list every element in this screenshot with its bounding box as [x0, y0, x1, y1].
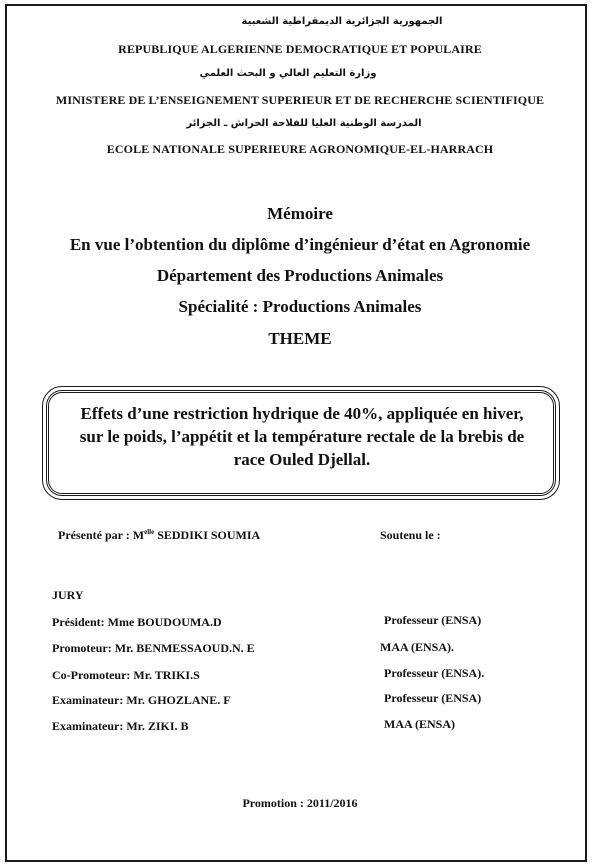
promotion: Promotion : 2011/2016 [242, 796, 358, 810]
presented-by-label: Présenté par : M [58, 528, 145, 542]
school-heading: ECOLE NATIONALE SUPERIEURE AGRONOMIQUE-EL-HARRACH [106, 142, 494, 156]
defense-date-label: Soutenu le : [380, 528, 441, 542]
thesis-purpose: En vue l’obtention du diplôme d’ingénieur d’état en Agronomie [69, 235, 531, 254]
student-name: SEDDIKI SOUMIA [154, 528, 261, 542]
jury-member-rank: Professeur (ENSA) [384, 613, 482, 627]
specialty: Spécialité : Productions Animales [178, 297, 422, 316]
thesis-title-line-2: sur le poids, l’appétit et la température rectale de la brebis de [79, 427, 525, 446]
thesis-title-line-3: race Ouled Djellal. [233, 450, 371, 469]
jury-member-rank: MAA (ENSA) [384, 717, 455, 731]
jury-member-role: Co-Promoteur: Mr. TRIKI.S [52, 668, 200, 682]
department: Département des Productions Animales [156, 266, 444, 285]
jury-member-role: Examinateur: Mr. GHOZLANE. F [52, 693, 231, 707]
jury-member-rank: Professeur (ENSA). [384, 666, 485, 680]
thesis-title-line-1: Effets d’une restriction hydrique de 40%, appliquée en hiver, [80, 404, 524, 423]
republic-heading: REPUBLIQUE ALGERIENNE DEMOCRATIQUE ET POPULAIRE [118, 42, 482, 56]
jury-member-role: Président: Mme BOUDOUMA.D [52, 615, 222, 629]
jury-member-rank: Professeur (ENSA) [384, 691, 482, 705]
arabic-republic-heading: الجمهورية الجزائرية الديمقراطية الشعبية [241, 16, 443, 27]
arabic-school-heading: المدرسة الوطنية العليا للفلاحة الحراش ـ الجزائر [186, 118, 422, 129]
jury-member-role: Examinateur: Mr. ZIKI. B [52, 719, 189, 733]
honorific-superscript: elle [144, 528, 155, 536]
ministry-heading: MINISTERE DE L’ENSEIGNEMENT SUPERIEUR ET DE RECHERCHE SCIENTIFIQUE [55, 93, 545, 107]
theme-label: THEME [268, 329, 332, 348]
jury-member-role: Promoteur: Mr. BENMESSAOUD.N. E [52, 641, 255, 655]
arabic-ministry-heading: وزارة التعليم العالي و البحث العلمي [199, 68, 377, 79]
jury-member-rank: MAA (ENSA). [380, 640, 454, 654]
thesis-title [60, 402, 544, 471]
jury-heading: JURY [52, 588, 84, 602]
thesis-type: Mémoire [267, 204, 333, 223]
presented-by [58, 528, 260, 543]
